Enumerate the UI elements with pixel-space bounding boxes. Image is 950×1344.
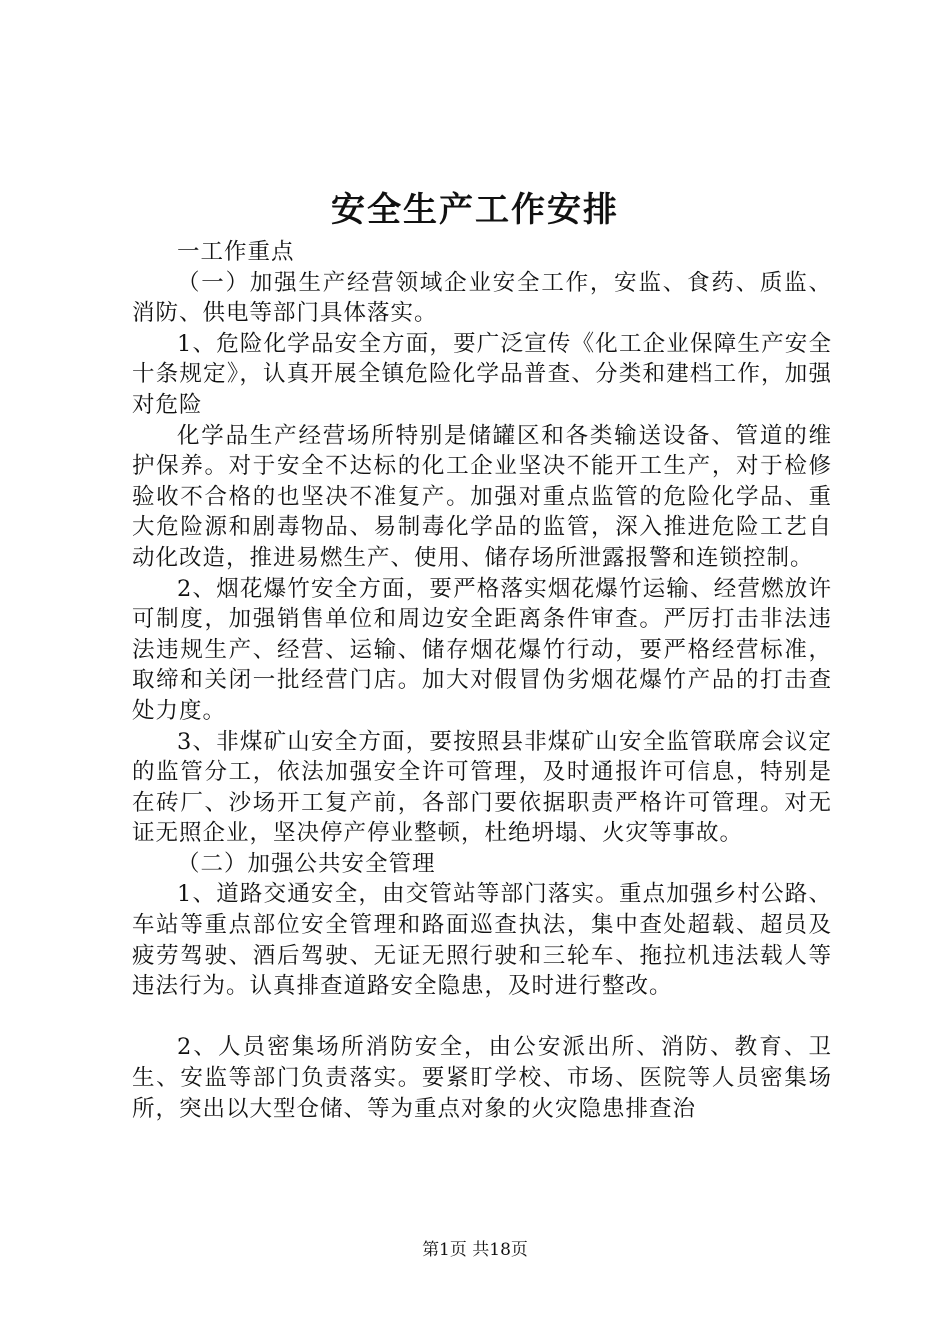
paragraph-road-traffic: 1、道路交通安全，由交管站等部门落实。重点加强乡村公路、车站等重点部位安全管理和路面巡查执法，集中查处超载、超员及疲劳驾驶、酒后驾驶、无证无照行驶和三轮车、拖拉机违法载人等违法行为。认真排查道路安全隐患，及时进行整改。 xyxy=(132,881,832,1000)
page-number-footer: 第1页 共18页 xyxy=(422,1240,528,1260)
paragraph-non-coal-mines: 3、非煤矿山安全方面，要按照县非煤矿山安全监管联席会议定的监管分工，依法加强安全许可管理，及时通报许可信息，特别是在砖厂、沙场开工复产前，各部门要依据职责严格许可管理。对无证无照企业，坚决停产停业整顿，杜绝坍塌、火灾等事故。 xyxy=(132,728,832,847)
subsection-heading-2: （二）加强公共安全管理 xyxy=(177,850,436,877)
paragraph-fire-safety: 2、人员密集场所消防安全，由公安派出所、消防、教育、卫生、安监等部门负责落实。要紧盯学校、市场、医院等人员密集场所，突出以大型仓储、等为重点对象的火灾隐患排查治 xyxy=(132,1034,832,1122)
document-body xyxy=(132,237,832,1124)
paragraph-fireworks: 2、烟花爆竹安全方面，要严格落实烟花爆竹运输、经营燃放许可制度，加强销售单位和周边安全距离条件审查。严厉打击非法违法违规生产、经营、运输、储存烟花爆竹行动，要严格经营标准，取缔和关闭一批经营门店。加大对假冒伪劣烟花爆竹产品的打击查处力度。 xyxy=(132,575,832,724)
document-title: 安全生产工作安排 xyxy=(331,190,619,230)
paragraph-spacer xyxy=(132,1002,832,1033)
subsection-heading-1: （一）加强生产经营领域企业安全工作，安监、食药、质监、消防、供电等部门具体落实。 xyxy=(132,269,832,327)
paragraph-chemical-storage: 化学品生产经营场所特别是储罐区和各类输送设备、管道的维护保养。对于安全不达标的化工企业坚决不能开工生产，对于检修验收不合格的也坚决不准复产。加强对重点监管的危险化学品、重大危险源和剧毒物品、易制毒化学品的监管，深入推进危险工艺自动化改造，推进易燃生产、使用、储存场所泄露报警和连锁控制。 xyxy=(132,422,832,571)
section-heading-work-focus: 一工作重点 xyxy=(177,239,295,265)
paragraph-hazardous-chemicals: 1、危险化学品安全方面，要广泛宣传《化工企业保障生产安全十条规定》，认真开展全镇危险化学品普查、分类和建档工作，加强对危险 xyxy=(132,330,832,418)
